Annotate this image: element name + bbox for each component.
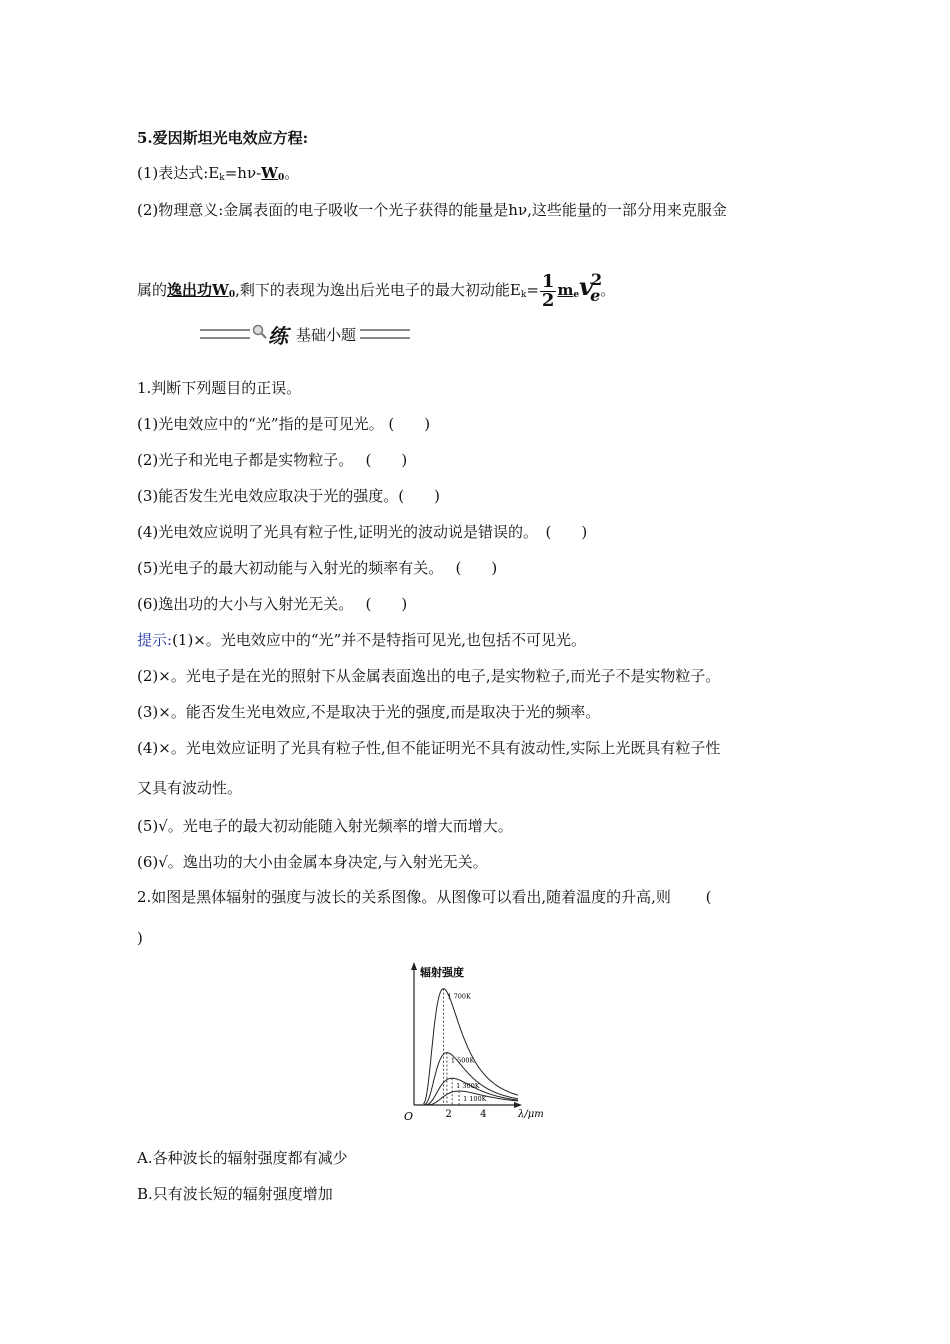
series-label: 1 700K [447, 992, 471, 1001]
practice-banner [200, 318, 415, 348]
x-tick-label: 2 [445, 1109, 452, 1120]
one-half-fraction [540, 270, 557, 311]
answer-line: (3)×。能否发生光电效应,不是取决于光的强度,而是取决于光的频率。 [137, 703, 601, 721]
x-axis-arrow [514, 1102, 522, 1108]
m-subscript: e [573, 290, 580, 300]
banner-rule-right [360, 329, 410, 339]
meaning-end: 。 [600, 281, 616, 299]
q1-item: (4)光电效应说明了光具有粒子性,证明光的波动说是错误的。 ( ) [137, 523, 588, 541]
q1-item: (3)能否发生光电效应取决于光的强度。( ) [137, 487, 440, 505]
q2-stem-end: ) [137, 929, 143, 947]
y-axis-arrow [411, 962, 417, 970]
hint-label: 提示: [137, 631, 173, 649]
w0-answer [261, 164, 284, 182]
series-label: 1 100K [463, 1095, 487, 1104]
q1-item: (1)光电效应中的“光”指的是可见光。 ( ) [137, 415, 431, 433]
answer-line: (5)√。光电子的最大初动能随入射光频率的增大而增大。 [137, 817, 513, 835]
x-axis-label: λ/μm [518, 1109, 544, 1120]
meaning-line-1: (2)物理意义:金属表面的电子吸收一个光子获得的能量是hν,这些能量的一部分用来克服金 [137, 201, 727, 219]
meaning-line-2 [137, 260, 615, 316]
series-label: 1 300K [456, 1082, 480, 1091]
v-superscript: 2 [591, 270, 603, 289]
mass-symbol [557, 281, 579, 299]
section-heading: 5.爱因斯坦光电效应方程: [137, 129, 309, 147]
answer-line: (2)×。光电子是在光的照射下从金属表面逸出的电子,是实物粒子,而光子不是实物粒子。 [137, 667, 721, 685]
w-symbol: W [261, 164, 279, 182]
expression-prefix: (1)表达式:E [137, 164, 220, 182]
fraction-denominator: 2 [541, 289, 555, 311]
meaning-text-a: 属的 [137, 281, 168, 299]
blackbody-chart [396, 960, 551, 1125]
velocity-squared [579, 270, 603, 305]
series-label: 1 500K [450, 1056, 475, 1065]
expression-mid: =hν- [224, 164, 262, 182]
work-function-answer [167, 281, 235, 299]
expression-line [137, 163, 299, 188]
q1-stem: 1.判断下列题目的正误。 [137, 379, 302, 397]
y-axis-label: 辐射强度 [420, 966, 464, 979]
expression-end: 。 [284, 164, 300, 182]
v-letter: v [579, 272, 594, 301]
ek-subscript: k [219, 173, 225, 183]
equals-sign: = [526, 281, 539, 299]
answer-line: 又具有波动性。 [137, 779, 243, 797]
option-b: B.只有波长短的辐射强度增加 [137, 1185, 333, 1203]
banner-title: 基础小题 [296, 326, 357, 344]
meaning-text-b: ,剩下的表现为逸出后光电子的最大初动能E [235, 281, 521, 299]
answer-line: (6)√。逸出功的大小由金属本身决定,与入射光无关。 [137, 853, 488, 871]
work-function-label: 逸出功W [167, 281, 229, 299]
answer-text: (1)×。光电效应中的“光”并不是特指可见光,也包括不可见光。 [172, 631, 586, 649]
m-letter: m [557, 281, 574, 299]
ek-subscript-2: k [520, 290, 527, 300]
origin-label: O [404, 1110, 414, 1123]
work-function-sub: 0 [228, 290, 236, 300]
hint-line [137, 630, 586, 650]
q1-item: (2)光子和光电子都是实物粒子。 ( ) [137, 451, 408, 469]
q2-stem: 2.如图是黑体辐射的强度与波长的关系图像。从图像可以看出,随着温度的升高,则 ( [137, 888, 712, 906]
practice-char: 练 [268, 324, 288, 348]
answer-line: (4)×。光电效应证明了光具有粒子性,但不能证明光不具有波动性,实际上光既具有粒子性 [137, 739, 721, 757]
option-a: A.各种波长的辐射强度都有减少 [137, 1149, 348, 1167]
x-tick-label: 4 [480, 1109, 487, 1120]
v-subscript: e [590, 286, 601, 305]
banner-rule-left [200, 329, 250, 339]
q1-item: (5)光电子的最大初动能与入射光的频率有关。 ( ) [137, 559, 498, 577]
w-subscript: 0 [278, 173, 285, 183]
q1-item: (6)逸出功的大小与入射光无关。 ( ) [137, 595, 408, 613]
fraction-numerator: 1 [541, 270, 555, 292]
magnifier-icon [252, 324, 268, 340]
